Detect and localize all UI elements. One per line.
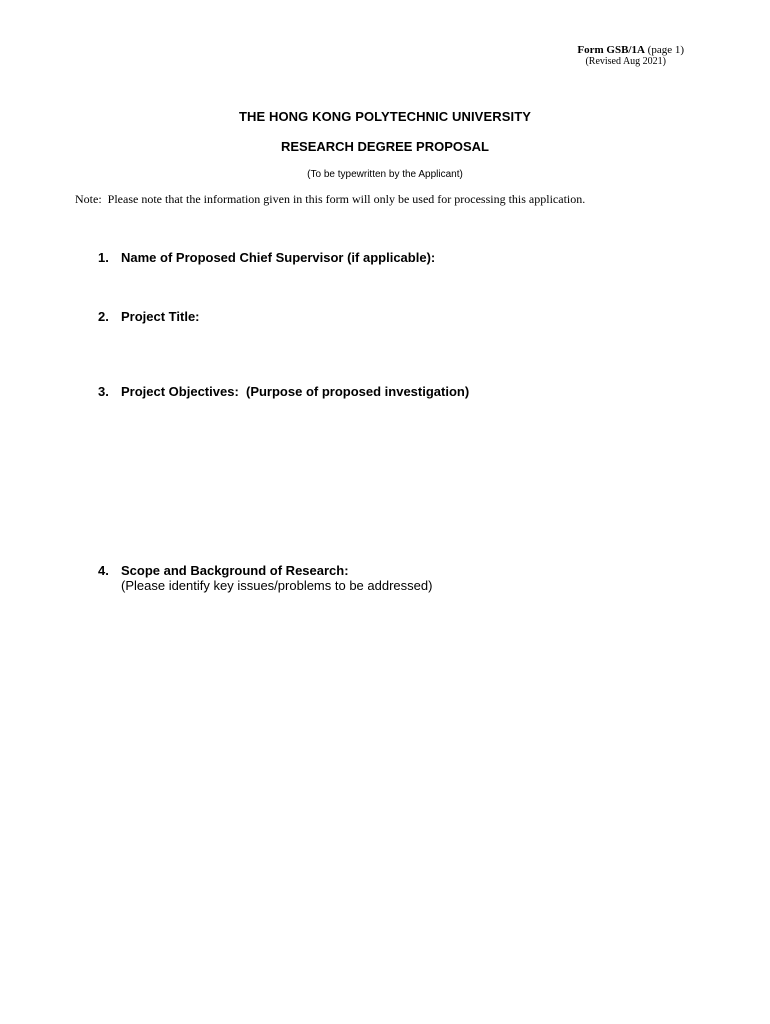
section-scope-background	[98, 563, 349, 578]
section-project-title	[98, 309, 200, 324]
form-code-label: Form GSB/1A	[577, 44, 645, 56]
typewritten-instruction: (To be typewritten by the Applicant)	[307, 169, 463, 180]
section-number: 1.	[98, 250, 109, 265]
page-indicator: (page 1)	[647, 44, 684, 56]
section-number: 3.	[98, 384, 109, 399]
section-chief-supervisor	[98, 250, 435, 265]
section-scope-subheading: (Please identify key issues/problems to be addressed)	[121, 578, 433, 593]
note-label: Note:	[75, 192, 102, 206]
section-heading: Name of Proposed Chief Supervisor (if applicable):	[121, 250, 436, 265]
section-heading: Scope and Background of Research:	[121, 563, 349, 578]
note-text: Please note that the information given in this form will only be used for processing this application.	[107, 192, 586, 206]
section-heading: Project Title:	[121, 309, 200, 324]
section-number: 4.	[98, 563, 109, 578]
university-name: THE HONG KONG POLYTECHNIC UNIVERSITY	[238, 109, 532, 124]
revision-date: (Revised Aug 2021)	[585, 56, 666, 67]
section-project-objectives	[98, 384, 469, 399]
document-title: RESEARCH DEGREE PROPOSAL	[280, 139, 490, 154]
section-number: 2.	[98, 309, 109, 324]
section-heading: Project Objectives: (Purpose of proposed investigation)	[121, 384, 470, 399]
privacy-note	[75, 192, 585, 207]
form-code	[480, 44, 684, 56]
